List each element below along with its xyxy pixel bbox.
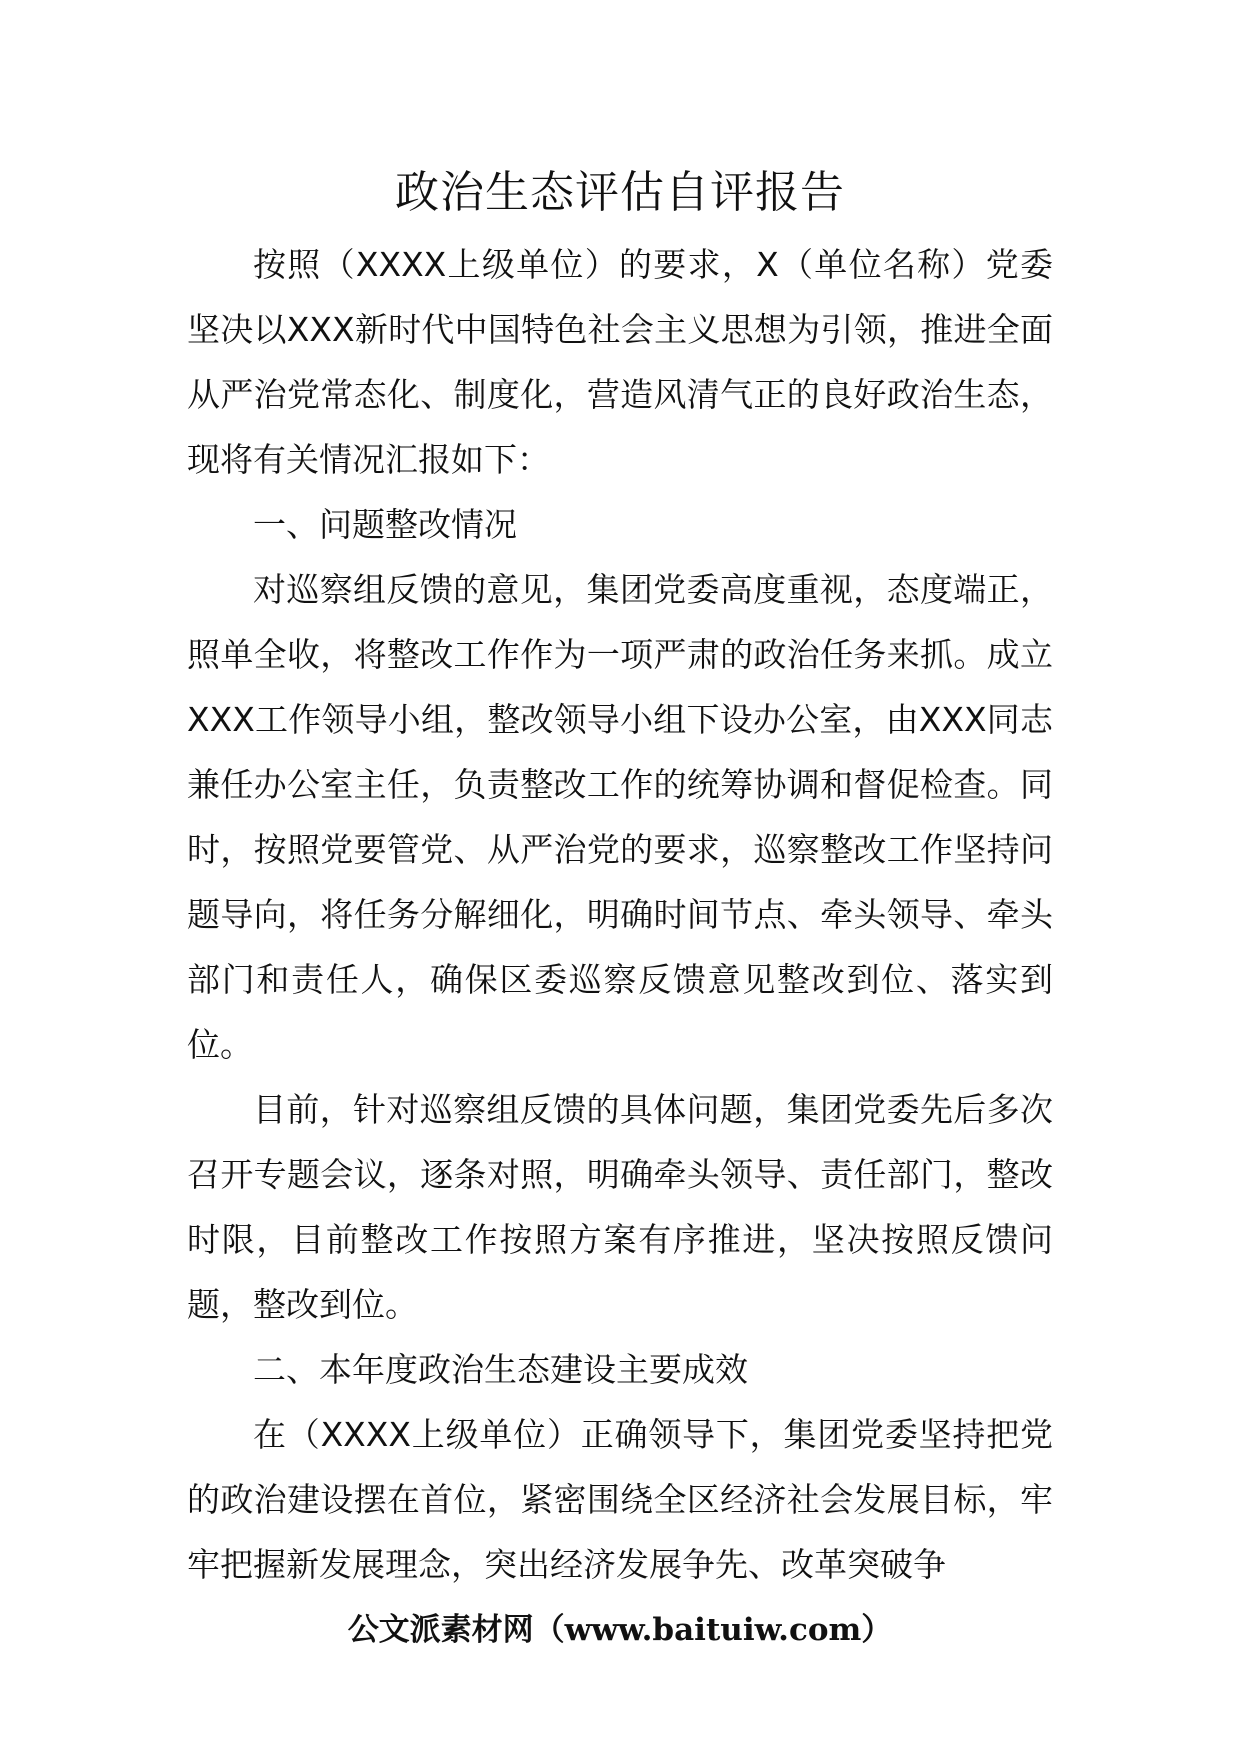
paragraph-achievements: 在（XXXX上级单位）正确领导下，集团党委坚持把党的政治建设摆在首位，紧密围绕全区经济社会发展目标，牢牢把握新发展理念，突出经济发展争先、改革突破争 [187, 1415, 1053, 1584]
document-body [187, 232, 1053, 1597]
paragraph-rectification: 对巡察组反馈的意见，集团党委高度重视，态度端正，照单全收，将整改工作作为一项严肃的政治任务来抓。成立XXX工作领导小组，整改领导小组下设办公室，由XXX同志兼任办公室主任，负责整改工作的统筹协调和督促检查。同时，按照党要管党、从严治党的要求，巡察整改工作坚持问题导向，将任务分解细化，明确时间节点、牵头领导、牵头部门和责任人，确保区委巡察反馈意见整改到位、落实到位。 [187, 570, 1053, 1064]
footer-watermark: 公文派素材网（www.baituiw.com） [347, 1612, 893, 1648]
document-title: 政治生态评估自评报告 [395, 167, 845, 218]
paragraph-progress: 目前，针对巡察组反馈的具体问题，集团党委先后多次召开专题会议，逐条对照，明确牵头领导、责任部门，整改时限，目前整改工作按照方案有序推进，坚决按照反馈问题，整改到位。 [187, 1090, 1053, 1324]
section-heading-1: 一、问题整改情况 [253, 505, 517, 544]
paragraph-intro: 按照（XXXX上级单位）的要求，X（单位名称）党委坚决以XXX新时代中国特色社会主义思想为引领，推进全面从严治党常态化、制度化，营造风清气正的良好政治生态，现将有关情况汇报如下： [187, 245, 1053, 479]
section-heading-2: 二、本年度政治生态建设主要成效 [253, 1350, 748, 1389]
